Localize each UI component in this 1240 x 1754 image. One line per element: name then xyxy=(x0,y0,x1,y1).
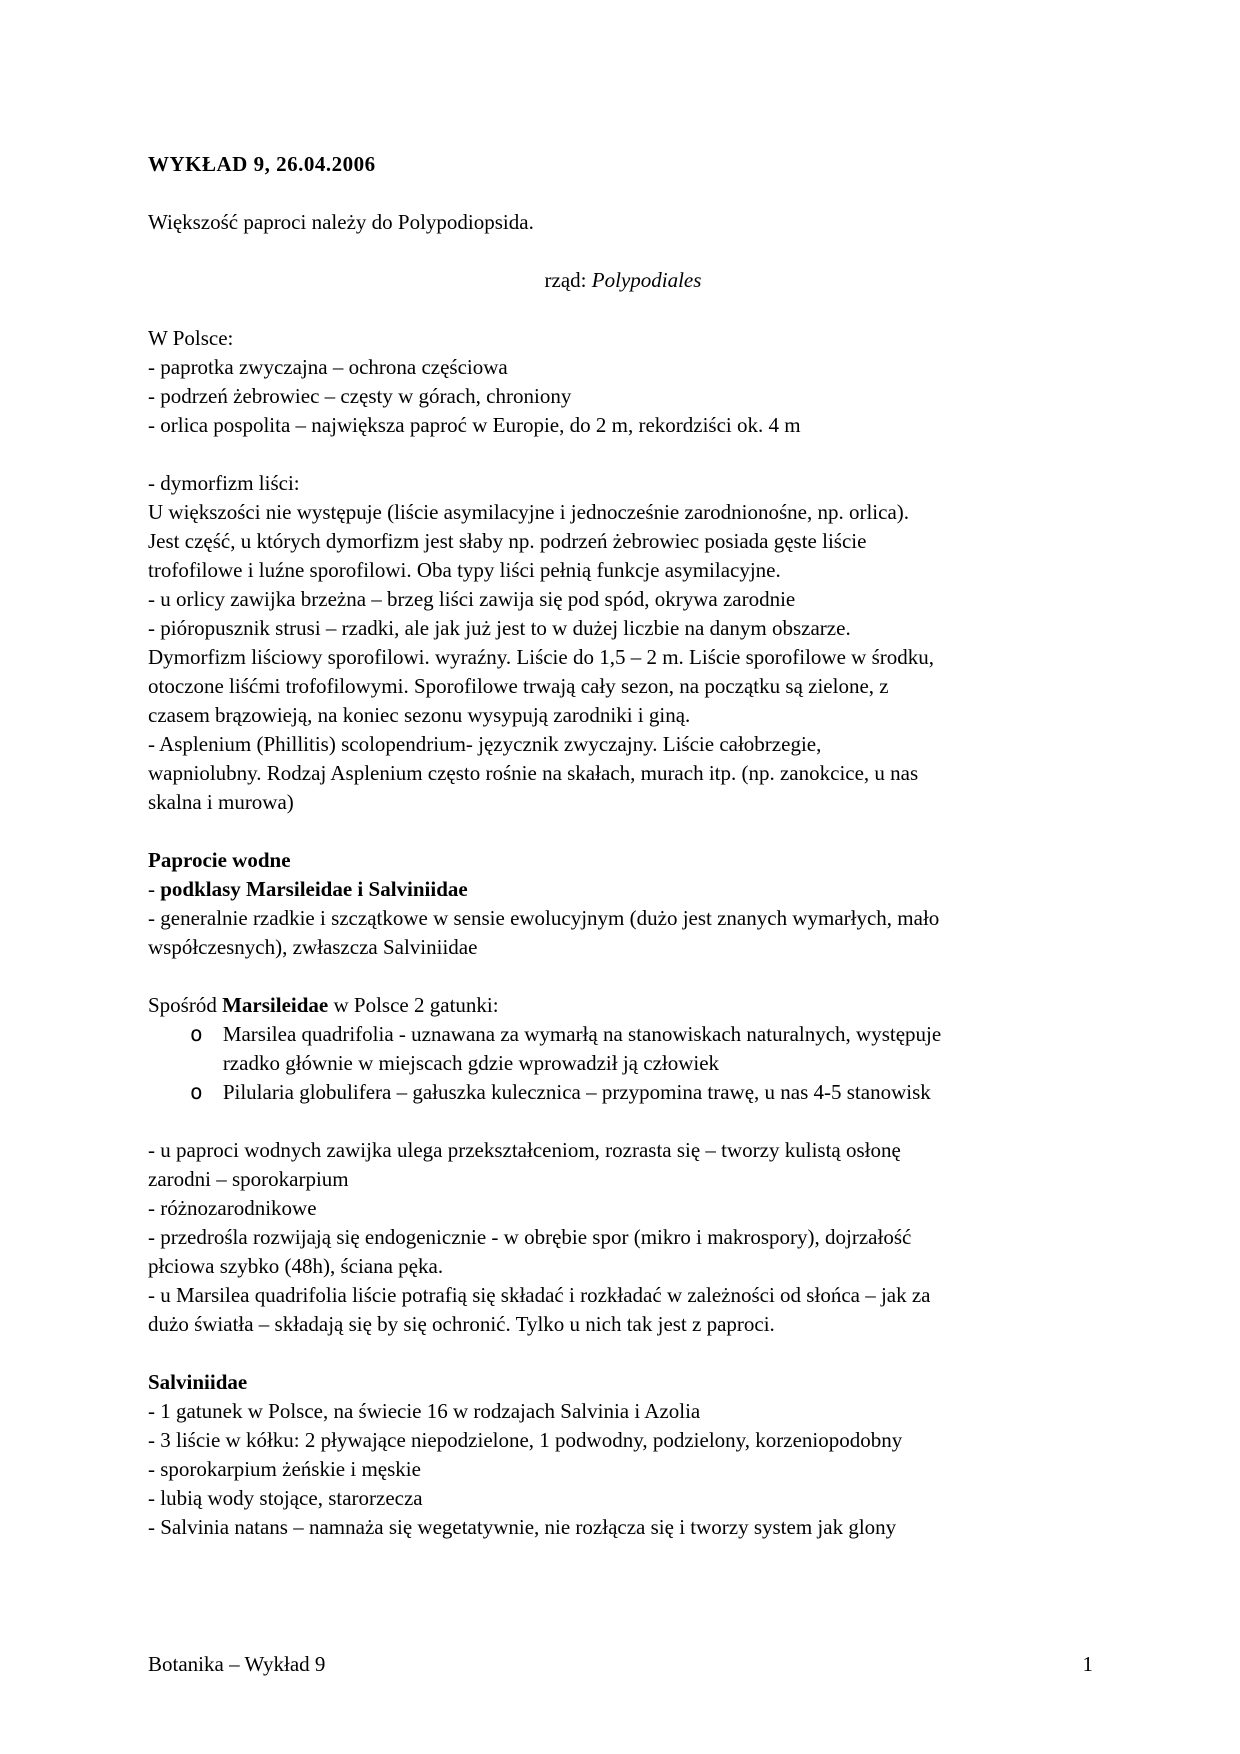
aquatic-subheading-prefix: - xyxy=(148,877,161,901)
marsileidae-intro-bold: Marsileidae xyxy=(222,993,329,1017)
bullet-text xyxy=(223,1020,1098,1078)
aquatic-detail-line: płciowa szybko (48h), ściana pęka. xyxy=(148,1254,444,1278)
poland-heading: W Polsce: xyxy=(148,326,234,350)
lecture-title: WYKŁAD 9, 26.04.2006 xyxy=(148,152,376,176)
aquatic-heading: Paprocie wodne xyxy=(148,848,291,872)
aquatic-detail-line: zarodni – sporokarpium xyxy=(148,1167,349,1191)
page-footer xyxy=(148,1650,1093,1679)
salviniidae-line: - sporokarpium żeńskie i męskie xyxy=(148,1457,421,1481)
dimorphism-line: - dymorfizm liści: xyxy=(148,471,300,495)
bullet-line: Marsilea quadrifolia - uznawana za wymarłą na stanowiskach naturalnych, występuje xyxy=(222,1022,942,1046)
aquatic-detail-line: dużo światła – składają się by się ochronić. Tylko u nich tak jest z paproci. xyxy=(148,1312,775,1336)
dimorphism-line: - u orlicy zawijka brzeżna – brzeg liści zawija się pod spód, okrywa zarodnie xyxy=(148,587,796,611)
species-bullet xyxy=(148,1078,1098,1107)
salviniidae-line: - 3 liście w kółku: 2 pływające niepodzielone, 1 podwodny, podzielony, korzeniopodobny xyxy=(148,1428,903,1452)
document-body xyxy=(148,150,1098,1542)
salviniidae-line: - Salvinia natans – namnaża się wegetatywnie, nie rozłącza się i tworzy system jak glony xyxy=(148,1515,897,1539)
marsileidae-intro-prefix: Spośród xyxy=(148,993,223,1017)
order-name: Polypodiales xyxy=(591,268,702,292)
aquatic-subheading xyxy=(148,875,1098,904)
species-bullet xyxy=(148,1020,1098,1078)
poland-item: - orlica pospolita – największa paproć w Europie, do 2 m, rekordziści ok. 4 m xyxy=(148,413,801,437)
bullet-line: rzadko głównie w miejscach gdzie wprowadził ją człowiek xyxy=(222,1051,720,1075)
aquatic-line: współczesnych), zwłaszcza Salviniidae xyxy=(148,935,478,959)
bullet-line: Pilularia globulifera – gałuszka kulecznica – przypomina trawę, u nas 4-5 stanowisk xyxy=(222,1080,931,1104)
page-number: 1 xyxy=(1082,1652,1093,1676)
dimorphism-line: czasem brązowieją, na koniec sezonu wysypują zarodniki i giną. xyxy=(148,703,691,727)
salviniidae-heading: Salviniidae xyxy=(148,1370,248,1394)
dimorphism-line: U większości nie występuje (liście asymilacyjne i jednocześnie zarodnionośne, np. orlica). xyxy=(148,500,910,524)
dimorphism-line: Jest część, u których dymorfizm jest słaby np. podrzeń żebrowiec posiada gęste liście xyxy=(148,529,867,553)
aquatic-detail-line: - przedrośla rozwijają się endogenicznie - w obrębie spor (mikro i makrospory), dojrzałość xyxy=(148,1225,912,1249)
order-prefix: rząd: xyxy=(544,268,592,292)
bullet-circle-icon: o xyxy=(190,1022,203,1046)
dimorphism-line: Dymorfizm liściowy sporofilowi. wyraźny. Liście do 1,5 – 2 m. Liście sporofilowe w środku, xyxy=(148,645,935,669)
aquatic-line: - generalnie rzadkie i szczątkowe w sensie ewolucyjnym (dużo jest znanych wymarłych, mało xyxy=(148,906,940,930)
intro-line: Większość paproci należy do Polypodiopsida. xyxy=(148,210,534,234)
aquatic-detail-line: - u Marsilea quadrifolia liście potrafią się składać i rozkładać w zależności od słońca – jak za xyxy=(148,1283,931,1307)
bullet-circle-icon: o xyxy=(190,1080,203,1104)
poland-item: - podrzeń żebrowiec – częsty w górach, chroniony xyxy=(148,384,572,408)
marsileidae-intro-suffix: w Polsce 2 gatunki: xyxy=(328,993,499,1017)
footer-title: Botanika – Wykład 9 xyxy=(148,1652,326,1676)
dimorphism-line: trofofilowe i luźne sporofilowi. Oba typy liści pełnią funkcje asymilacyjne. xyxy=(148,558,781,582)
dimorphism-line: wapniolubny. Rodzaj Asplenium często rośnie na skałach, murach itp. (np. zanokcice, u nas xyxy=(148,761,919,785)
aquatic-detail-line: - różnozarodnikowe xyxy=(148,1196,317,1220)
dimorphism-line: otoczone liśćmi trofofilowymi. Sporofilowe trwają cały sezon, na początku są zielone, z xyxy=(148,674,889,698)
salviniidae-line: - lubią wody stojące, starorzecza xyxy=(148,1486,423,1510)
dimorphism-line: - Asplenium (Phillitis) scolopendrium- języcznik zwyczajny. Liście całobrzegie, xyxy=(148,732,822,756)
bullet-text xyxy=(223,1078,1098,1107)
poland-item: - paprotka zwyczajna – ochrona częściowa xyxy=(148,355,508,379)
order-line xyxy=(148,266,1098,295)
marsileidae-intro xyxy=(148,991,1098,1020)
aquatic-subheading-bold: podklasy Marsileidae i Salviniidae xyxy=(160,877,468,901)
dimorphism-line: - pióropusznik strusi – rzadki, ale jak już jest to w dużej liczbie na danym obszarze. xyxy=(148,616,851,640)
salviniidae-line: - 1 gatunek w Polsce, na świecie 16 w rodzajach Salvinia i Azolia xyxy=(148,1399,701,1423)
aquatic-detail-line: - u paproci wodnych zawijka ulega przekształceniom, rozrasta się – tworzy kulistą osłonę xyxy=(148,1138,901,1162)
dimorphism-line: skalna i murowa) xyxy=(148,790,294,814)
